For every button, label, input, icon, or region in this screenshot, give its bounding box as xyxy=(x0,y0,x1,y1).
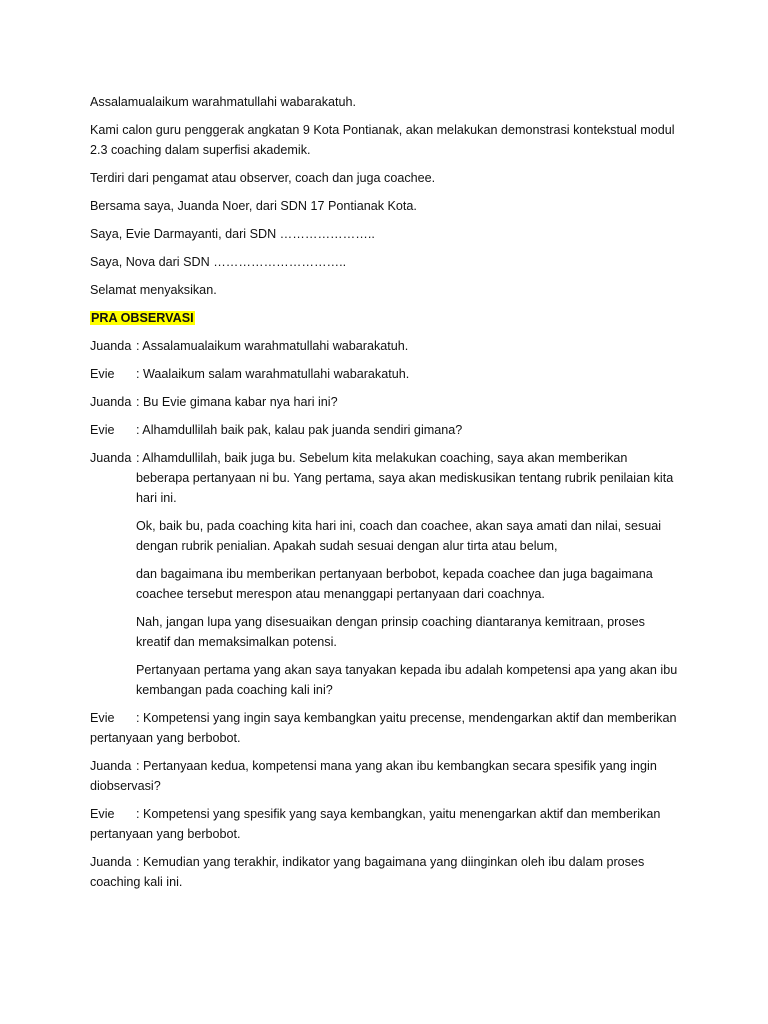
juanda-paragraph: Pertanyaan pertama yang akan saya tanyakan kepada ibu adalah kompetensi apa yang akan ibu kembangan pada coaching kali ini? xyxy=(136,663,678,697)
speaker-name: Juanda xyxy=(90,339,132,353)
dialogue-line-wrapped xyxy=(90,756,680,796)
section-heading xyxy=(90,308,680,328)
dialogue-text: : Kompetensi yang spesifik yang saya kembangkan, yaitu menengarkan aktif dan memberikan pertanyaan yang berbobot. xyxy=(90,807,661,841)
speaker-name: Evie xyxy=(90,807,115,821)
speaker-name: Evie xyxy=(90,711,115,725)
speaker-name: Juanda xyxy=(90,759,132,773)
dialogue-line xyxy=(90,392,680,412)
dialogue-line xyxy=(90,336,680,356)
section-heading-text: PRA OBSERVASI xyxy=(91,311,194,325)
dialogue-line xyxy=(90,448,680,508)
intro-paragraph: Kami calon guru penggerak angkatan 9 Kota Pontianak, akan melakukan demonstrasi kontekstual modul 2.3 coaching dalam superfisi akademik. xyxy=(90,123,675,157)
dialogue-line-wrapped xyxy=(90,708,680,748)
dialogue-text: : Kompetensi yang ingin saya kembangkan yaitu precense, mendengarkan aktif dan memberikan pertanyaan yang berbobot. xyxy=(90,711,677,745)
dialogue-text: : Alhamdullilah baik pak, kalau pak juanda sendiri gimana? xyxy=(136,423,463,437)
dialogue-line-wrapped xyxy=(90,852,680,892)
dialogue-text: : Bu Evie gimana kabar nya hari ini? xyxy=(136,395,338,409)
speaker-name: Juanda xyxy=(90,855,132,869)
intro-roles: Terdiri dari pengamat atau observer, coach dan juga coachee. xyxy=(90,171,436,185)
dialogue-text: : Pertanyaan kedua, kompetensi mana yang akan ibu kembangkan secara spesifik yang ingin diobservasi? xyxy=(90,759,657,793)
dialogue-text: : Kemudian yang terakhir, indikator yang bagaimana yang diinginkan oleh ibu dalam proses coaching kali ini. xyxy=(90,855,645,889)
speaker-name: Juanda xyxy=(90,395,132,409)
dialogue-line-wrapped xyxy=(90,804,680,844)
document-body xyxy=(90,92,680,900)
dialogue-line xyxy=(90,364,680,384)
speaker-name: Evie xyxy=(90,423,115,437)
intro-evie: Saya, Evie Darmayanti, dari SDN ………………….. xyxy=(90,227,375,241)
greeting: Assalamualaikum warahmatullahi wabarakatuh. xyxy=(90,95,356,109)
juanda-paragraph: dan bagaimana ibu memberikan pertanyaan berbobot, kepada coachee dan juga bagaimana coachee tersebut merespon atau menanggapi pertanyaan dari coachnya. xyxy=(136,567,653,601)
intro-juanda: Bersama saya, Juanda Noer, dari SDN 17 Pontianak Kota. xyxy=(90,199,417,213)
speaker-name: Evie xyxy=(90,367,115,381)
dialogue-text: : Assalamualaikum warahmatullahi wabarakatuh. xyxy=(136,339,409,353)
intro-nova: Saya, Nova dari SDN ………………………….. xyxy=(90,255,347,269)
dialogue-text: : Alhamdullilah, baik juga bu. Sebelum kita melakukan coaching, saya akan memberikan beberapa pertanyaan ni bu. Yang pertama, saya akan mediskusikan tentang rubrik penilaian kita hari ini. xyxy=(136,451,674,505)
juanda-paragraph: Ok, baik bu, pada coaching kita hari ini, coach dan coachee, akan saya amati dan nilai, sesuai dengan rubrik penialian. Apakah sudah sesuai dengan alur tirta atau belum, xyxy=(136,519,662,553)
intro-closing: Selamat menyaksikan. xyxy=(90,283,217,297)
speaker-name: Juanda xyxy=(90,451,132,465)
dialogue-line xyxy=(90,420,680,440)
juanda-paragraph: Nah, jangan lupa yang disesuaikan dengan prinsip coaching diantaranya kemitraan, proses kreatif dan memaksimalkan potensi. xyxy=(136,615,645,649)
dialogue-text: : Waalaikum salam warahmatullahi wabarakatuh. xyxy=(136,367,410,381)
